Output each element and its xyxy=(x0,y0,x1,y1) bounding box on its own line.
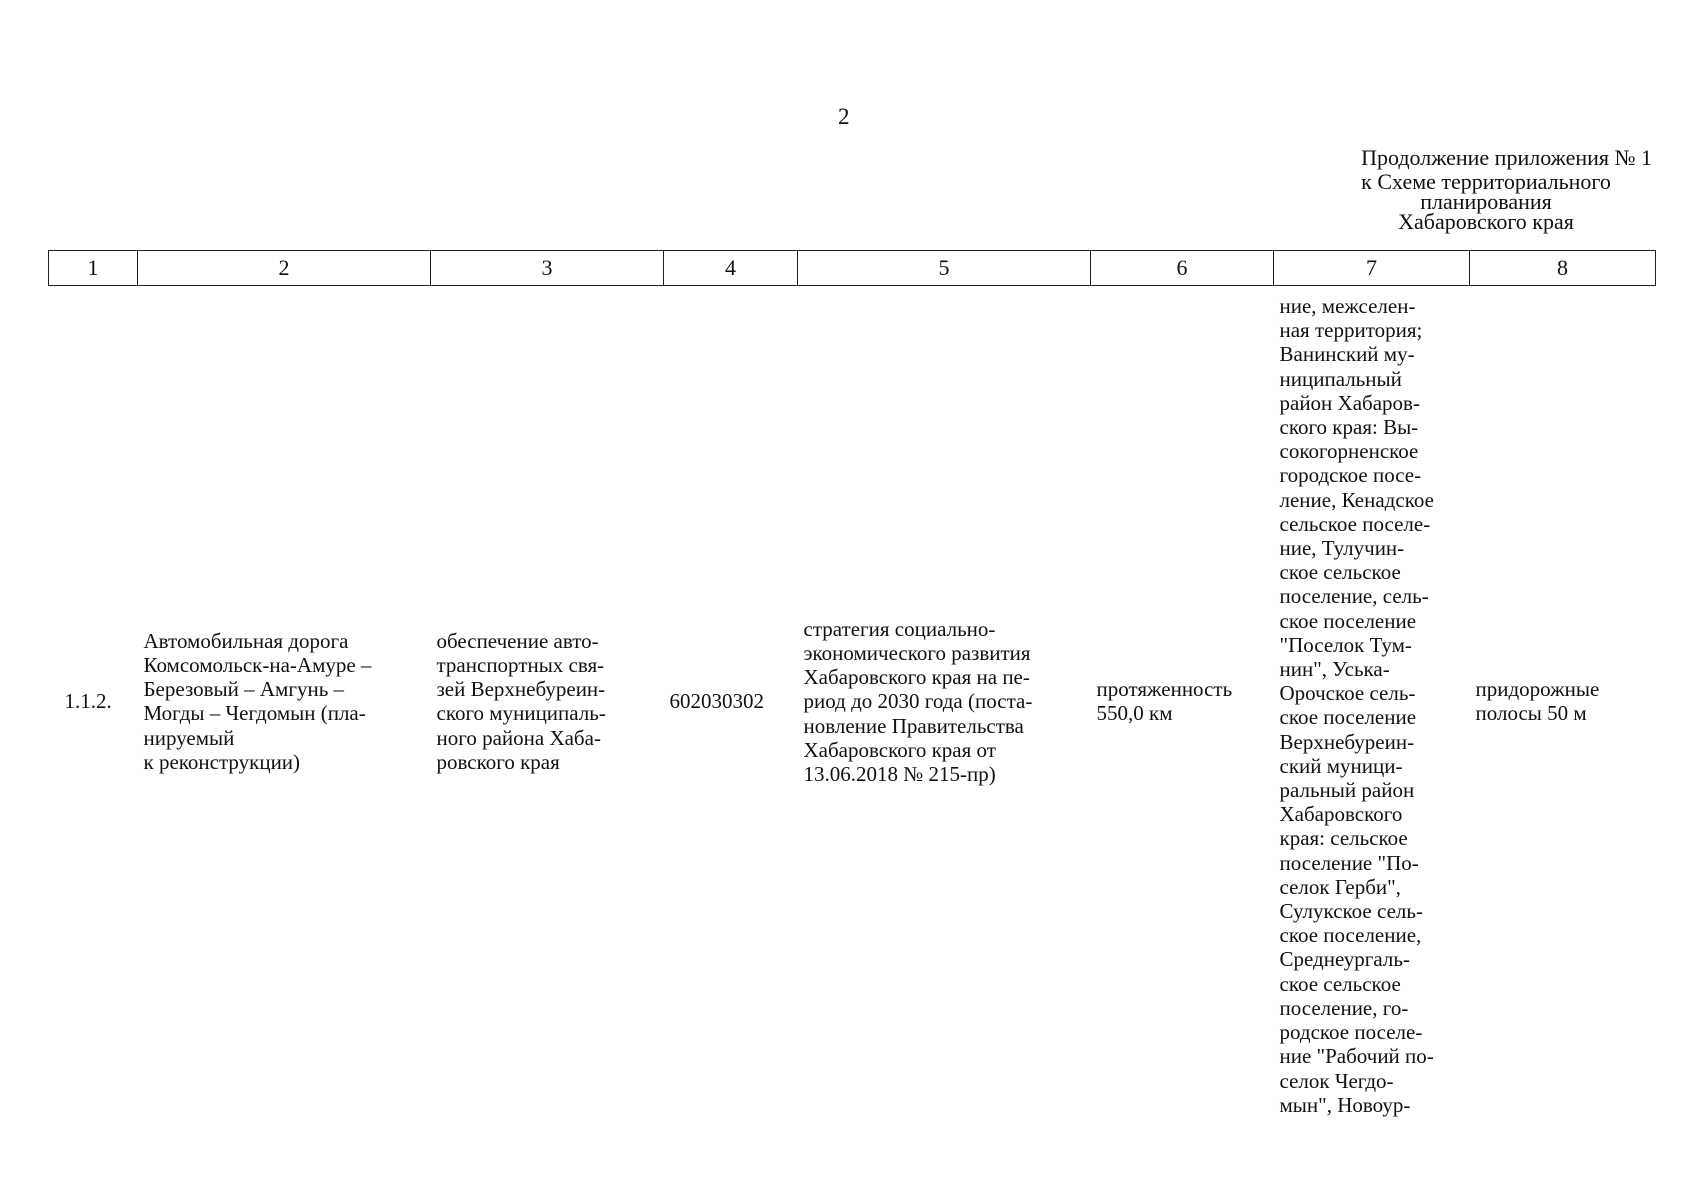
page-number: 2 xyxy=(838,104,850,129)
object-name-cell: Автомобильная дорога Комсомольск-на-Амуре – Березовый – Амгунь – Могды – Чегдомын (пла- нируемый к реконструкции) xyxy=(143,628,372,774)
column-header: 2 xyxy=(138,251,431,286)
data-table xyxy=(48,250,1656,1117)
appendix-note-line: Продолжение приложения № 1 xyxy=(1361,145,1652,170)
code-cell: 602030302 xyxy=(669,689,764,714)
basis-cell: стратегия социально- экономического развития Хабаровского края на пе- риод до 2030 года (поста- новление Правительства Хабаровского края от 13.06.2018 № 215-пр) xyxy=(803,616,1033,786)
appendix-note-line: к Схеме территориального xyxy=(1361,169,1611,194)
row-number-cell: 1.1.2. xyxy=(64,689,112,714)
appendix-note-line: Хабаровского края xyxy=(1398,209,1574,234)
characteristics-cell: протяженность 550,0 км xyxy=(1096,677,1233,726)
column-header: 5 xyxy=(798,251,1091,286)
column-header: 3 xyxy=(431,251,664,286)
column-header: 4 xyxy=(664,251,798,286)
column-header: 8 xyxy=(1470,251,1656,286)
column-header: 7 xyxy=(1274,251,1470,286)
location-cell: ние, межселен- ная территория; Ванинский му- ниципальный район Хабаров- ского края: Вы- сокогорненское городское посе- ление, Кенадское сельское поселе- ние, Тулучин- ское сельское поселение, сель- ское поселение "Поселок Тум- нин", Уська- Орочское сель- ское поселение Верхнебуреин- ский муници- pальный район Хабаровского края: сельское поселение "По- селок Герби", Сулукское сель- ское поселение, Среднеургаль- ское сельское поселение, го- родское поселе- ние "Рабочий по- селок Чегдо- мын", Новоур- xyxy=(1279,294,1434,1117)
purpose-cell: обеспечение авто- транспортных свя- зей Верхнебуреин- ского муниципаль- ного района Хаба- ровского края xyxy=(436,628,606,774)
table-header-row xyxy=(49,251,1656,286)
appendix-note-line: планирования xyxy=(1420,189,1552,214)
zone-cell: придорожные полосы 50 м xyxy=(1475,677,1600,726)
column-header: 6 xyxy=(1091,251,1274,286)
appendix-note xyxy=(1316,145,1656,234)
column-header: 1 xyxy=(49,251,138,286)
table-row xyxy=(49,286,1656,1117)
